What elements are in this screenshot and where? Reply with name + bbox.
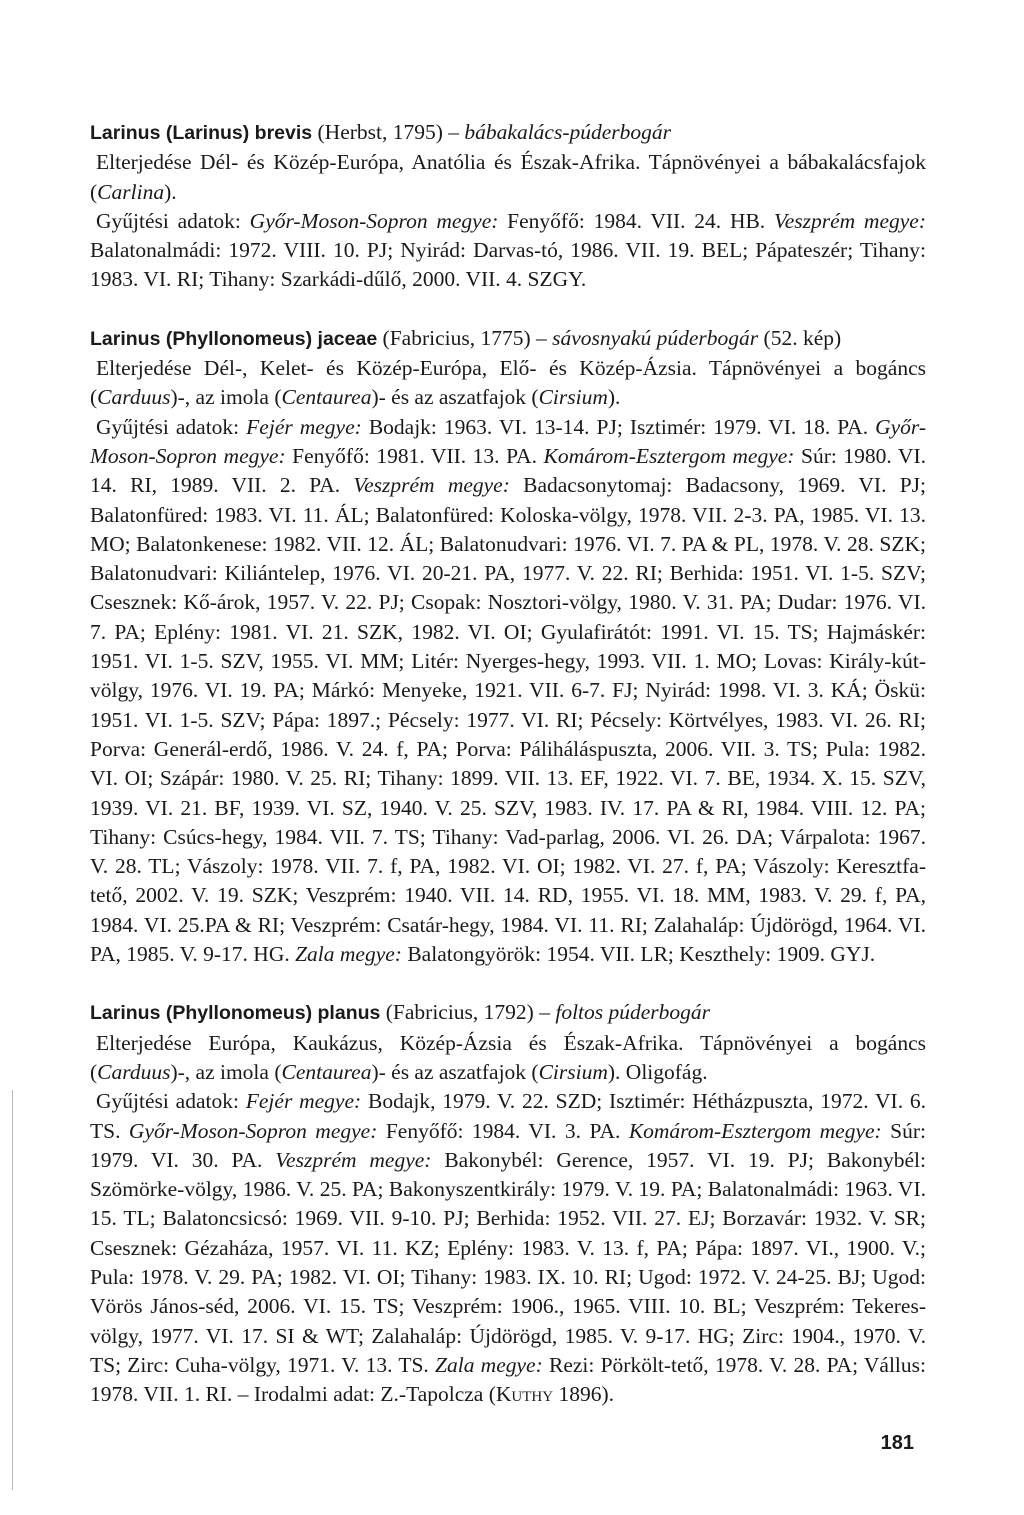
species-entry-planus xyxy=(90,998,926,1409)
species-heading xyxy=(90,324,926,354)
text-run: Badacsonytomaj: Badacsony, 1969. VI. PJ; Balatonfüred: 1983. VI. 11. ÁL; Balatonfüred: Koloska-völgy, 1978. VII. 2-3. PA, 1985. VI. 13. MO; Balatonkenese: 1982. VII. 12. ÁL; Balatonudvari: 1976. VI. 7. PA & PL, 1978. V. 28. SZK; Balatonudvari: Kiliántelep, 1976. VI. 20-21. PA, 1977. V. 22. RI; Berhida: 1951. VI. 1-5. SZV; Csesznek: Kő-árok, 1957. V. 22. PJ; Csopak: Nosztori-völgy, 1980. V. 31. PA; Dudar: 1976. VI. 7. PA; Eplény: 1981. VI. 21. SZK, 1982. VI. OI; Gyulafirátót: 1991. VI. 15. TS; Hajmáskér: 1951. VI. 1-5. SZV, 1955. VI. MM; Litér: Nyerges-hegy, 1993. VII. 1. MO; Lovas: Király-kút-völgy, 1976. VI. 19. PA; Márkó: Menyeke, 1921. VII. 6-7. FJ; Nyirád: 1998. VI. 3. KÁ; Öskü: 1951. VI. 1-5. SZV; Pápa: 1897.; Pécsely: 1977. VI. RI; Pécsely: Körtvélyes, 1983. VI. 26. RI; Porva: Generál-erdő, 1986. V. 24. f, PA; Porva: Páliháláspuszta, 2006. VII. 3. TS; Pula: 1982. VI. OI; Szápár: 1980. V. 25. RI; Tihany: 1899. VII. 13. EF, 1922. VI. 7. BE, 1934. X. 15. SZV, 1939. VI. 21. BF, 1939. VI. SZ, 1940. V. 25. SZV, 1983. IV. 17. PA & RI, 1984. VIII. 12. PA; Tihany: Csúcs-hegy, 1984. VII. 7. TS; Tihany: Vad-parlag, 2006. VI. 26. DA; Várpalota: 1967. V. 28. TL; Vászoly: 1978. VII. 7. f, PA, 1982. VI. OI; 1982. VI. 27. f, PA; Vászoly: Keresztfa-tető, 2002. V. 19. SZK; Veszprém: 1940. VII. 14. RD, 1955. VI. 18. MM, 1983. V. 29. f, PA, 1984. VI. 25.PA & RI; Veszprém: Csatár-hegy, 1984. VI. 11. RI; Zalahaláp: Újdörögd, 1964. VI. PA, 1985. V. 9-17. HG. xyxy=(90,473,926,967)
text-run: )- és az aszatfajok ( xyxy=(371,1059,539,1084)
text-run: )-, az imola ( xyxy=(170,1059,282,1084)
text-run: Súr: 1980. VI. 14. RI, 1989. VII. 2. PA. xyxy=(90,443,926,498)
text-run: Fenyőfő: 1984. VI. 3. PA. xyxy=(377,1118,629,1143)
region-label: Carduus xyxy=(97,385,171,410)
page-body xyxy=(90,118,926,1409)
host-plant: Carlina xyxy=(97,179,165,204)
region-label: Komárom-Esztergom megye: xyxy=(543,443,795,468)
text-run: Elterjedése Európa, Kaukázus, Közép-Ázsia és Észak-Afrika. Tápnövényei a bogáncs ( xyxy=(90,1030,926,1084)
text-run: )-, az imola ( xyxy=(170,385,282,410)
region-label: Veszprém megye: xyxy=(353,473,510,498)
text-run: Bakonybél: Gerence, 1957. VI. 19. PJ; Bakonybél: Szömörke-völgy, 1986. V. 25. PA; Bakonyszentkirály: 1979. V. 19. PA; Balatonalmádi: 1963. VI. 15. TL; Balatoncsicsó: 1969. VII. 9-10. PJ; Berhida: 1952. VII. 27. EJ; Borzavár: 1932. V. SR; Csesznek: Gézaháza, 1957. VI. 11. KZ; Eplény: 1983. V. 13. f, PA; Pápa: 1897. VI., 1900. V.; Pula: 1978. V. 29. PA; 1982. VI. OI; Tihany: 1983. IX. 10. RI; Ugod: 1972. V. 24-25. BJ; Ugod: Vörös János-séd, 2006. VI. 15. TS; Veszprém: 1906., 1965. VIII. 10. BL; Veszprém: Tekeres-völgy, 1977. VI. 17. SI & WT; Zalahaláp: Újdörögd, 1985. V. 9-17. HG; Zirc: 1904., 1970. V. TS; Zirc: Cuha-völgy, 1971. V. 13. TS. xyxy=(90,1147,926,1377)
distribution-end: ). xyxy=(164,179,177,204)
species-common-name: sávosnyakú púderbogár xyxy=(552,325,759,350)
distribution-text: Elterjedése Dél- és Közép-Európa, Anatólia és Észak-Afrika. Tápnövényei a bábakalácsfajok ( xyxy=(90,150,926,204)
species-latin-name: Larinus (Phyllonomeus) jaceae xyxy=(90,327,378,350)
region-label: Cirsium xyxy=(538,385,608,410)
figure-reference: (52. kép) xyxy=(758,325,842,350)
text-run: Elterjedése Dél-, Kelet- és Közép-Európa, Elő- és Közép-Ázsia. Tápnövényei a bogáncs ( xyxy=(90,356,926,410)
species-heading xyxy=(90,118,926,148)
species-latin-name: Larinus (Phyllonomeus) planus xyxy=(90,1002,381,1025)
region-label: Zala megye: xyxy=(295,942,402,967)
region-label: Cirsium xyxy=(538,1059,608,1084)
species-heading xyxy=(90,998,926,1028)
text-run: Rezi: Pörkölt-tető, 1978. V. 28. PA; Vállus: 1978. VII. 1. RI. – Irodalmi adat: Z.-Tapolcza ( xyxy=(90,1352,927,1407)
region-label: Győr-Moson-Sopron megye: xyxy=(90,414,927,468)
region-label: Centaurea xyxy=(281,385,372,410)
species-common-name: bábakalács-púderbogár xyxy=(464,120,672,144)
text-run: Fenyőfő: 1981. VII. 13. PA. xyxy=(285,443,544,468)
text-run: ). xyxy=(607,385,621,410)
region-label: Veszprém megye: xyxy=(275,1147,432,1172)
collection-paragraph xyxy=(90,1087,926,1409)
species-author: (Herbst, 1795) – xyxy=(312,120,465,144)
region-label: Fejér megye: xyxy=(246,414,362,439)
distribution-paragraph xyxy=(90,1029,926,1088)
text-run: Kuthy xyxy=(495,1382,554,1407)
text-run: Gyűjtési adatok: xyxy=(96,414,247,439)
region-label: Zala megye: xyxy=(435,1352,543,1377)
text-run: Balatongyörök: 1954. VII. LR; Keszthely: 1909. GYJ. xyxy=(401,942,876,967)
distribution-paragraph xyxy=(90,148,926,207)
species-entry-jaceae xyxy=(90,324,926,970)
species-common-name: foltos púderbogár xyxy=(555,1000,711,1025)
text-run: ). Oligofág. xyxy=(607,1059,708,1084)
collection-paragraph xyxy=(90,207,926,295)
text-run: Bodajk, 1979. V. 22. SZD; Isztimér: Hétházpuszta, 1972. VI. 6. TS. xyxy=(90,1089,927,1143)
region-label: Carduus xyxy=(97,1059,171,1084)
page-number: 181 xyxy=(880,1432,914,1454)
region-label: Komárom-Esztergom megye: xyxy=(628,1118,882,1143)
text-run: Bodajk: 1963. VI. 13-14. PJ; Isztimér: 1979. VI. 18. PA. xyxy=(361,414,876,439)
region-label: Győr-Moson-Sopron megye: xyxy=(128,1118,378,1143)
text-run: 1896). xyxy=(553,1382,614,1407)
text-run: Súr: 1979. VI. 30. PA. xyxy=(90,1118,926,1172)
region-label: Veszprém megye: xyxy=(773,208,926,233)
region-label: Győr-Moson-Sopron megye: xyxy=(249,208,499,233)
region-label: Fejér megye: xyxy=(245,1089,362,1114)
species-entry-brevis xyxy=(90,118,926,295)
collection-paragraph xyxy=(90,413,926,970)
text-run: Gyűjtési adatok: xyxy=(96,208,250,233)
text-run: Fenyőfő: 1984. VII. 24. HB. xyxy=(498,208,774,233)
species-author: (Fabricius, 1792) – xyxy=(380,1000,556,1025)
text-run: Gyűjtési adatok: xyxy=(96,1089,246,1114)
text-run: )- és az aszatfajok ( xyxy=(371,385,539,410)
region-label: Centaurea xyxy=(281,1059,372,1084)
distribution-paragraph xyxy=(90,354,926,413)
scan-margin-line xyxy=(12,1090,13,1490)
text-run: Balatonalmádi: 1972. VIII. 10. PJ; Nyirád: Darvas-tó, 1986. VII. 19. BEL; Pápateszér; Tihany: 1983. VI. RI; Tihany: Szarkádi-dűlő, 2000. VII. 4. SZGY. xyxy=(90,238,926,292)
species-author: (Fabricius, 1775) – xyxy=(377,325,553,350)
species-latin-name: Larinus (Larinus) brevis xyxy=(90,122,313,144)
